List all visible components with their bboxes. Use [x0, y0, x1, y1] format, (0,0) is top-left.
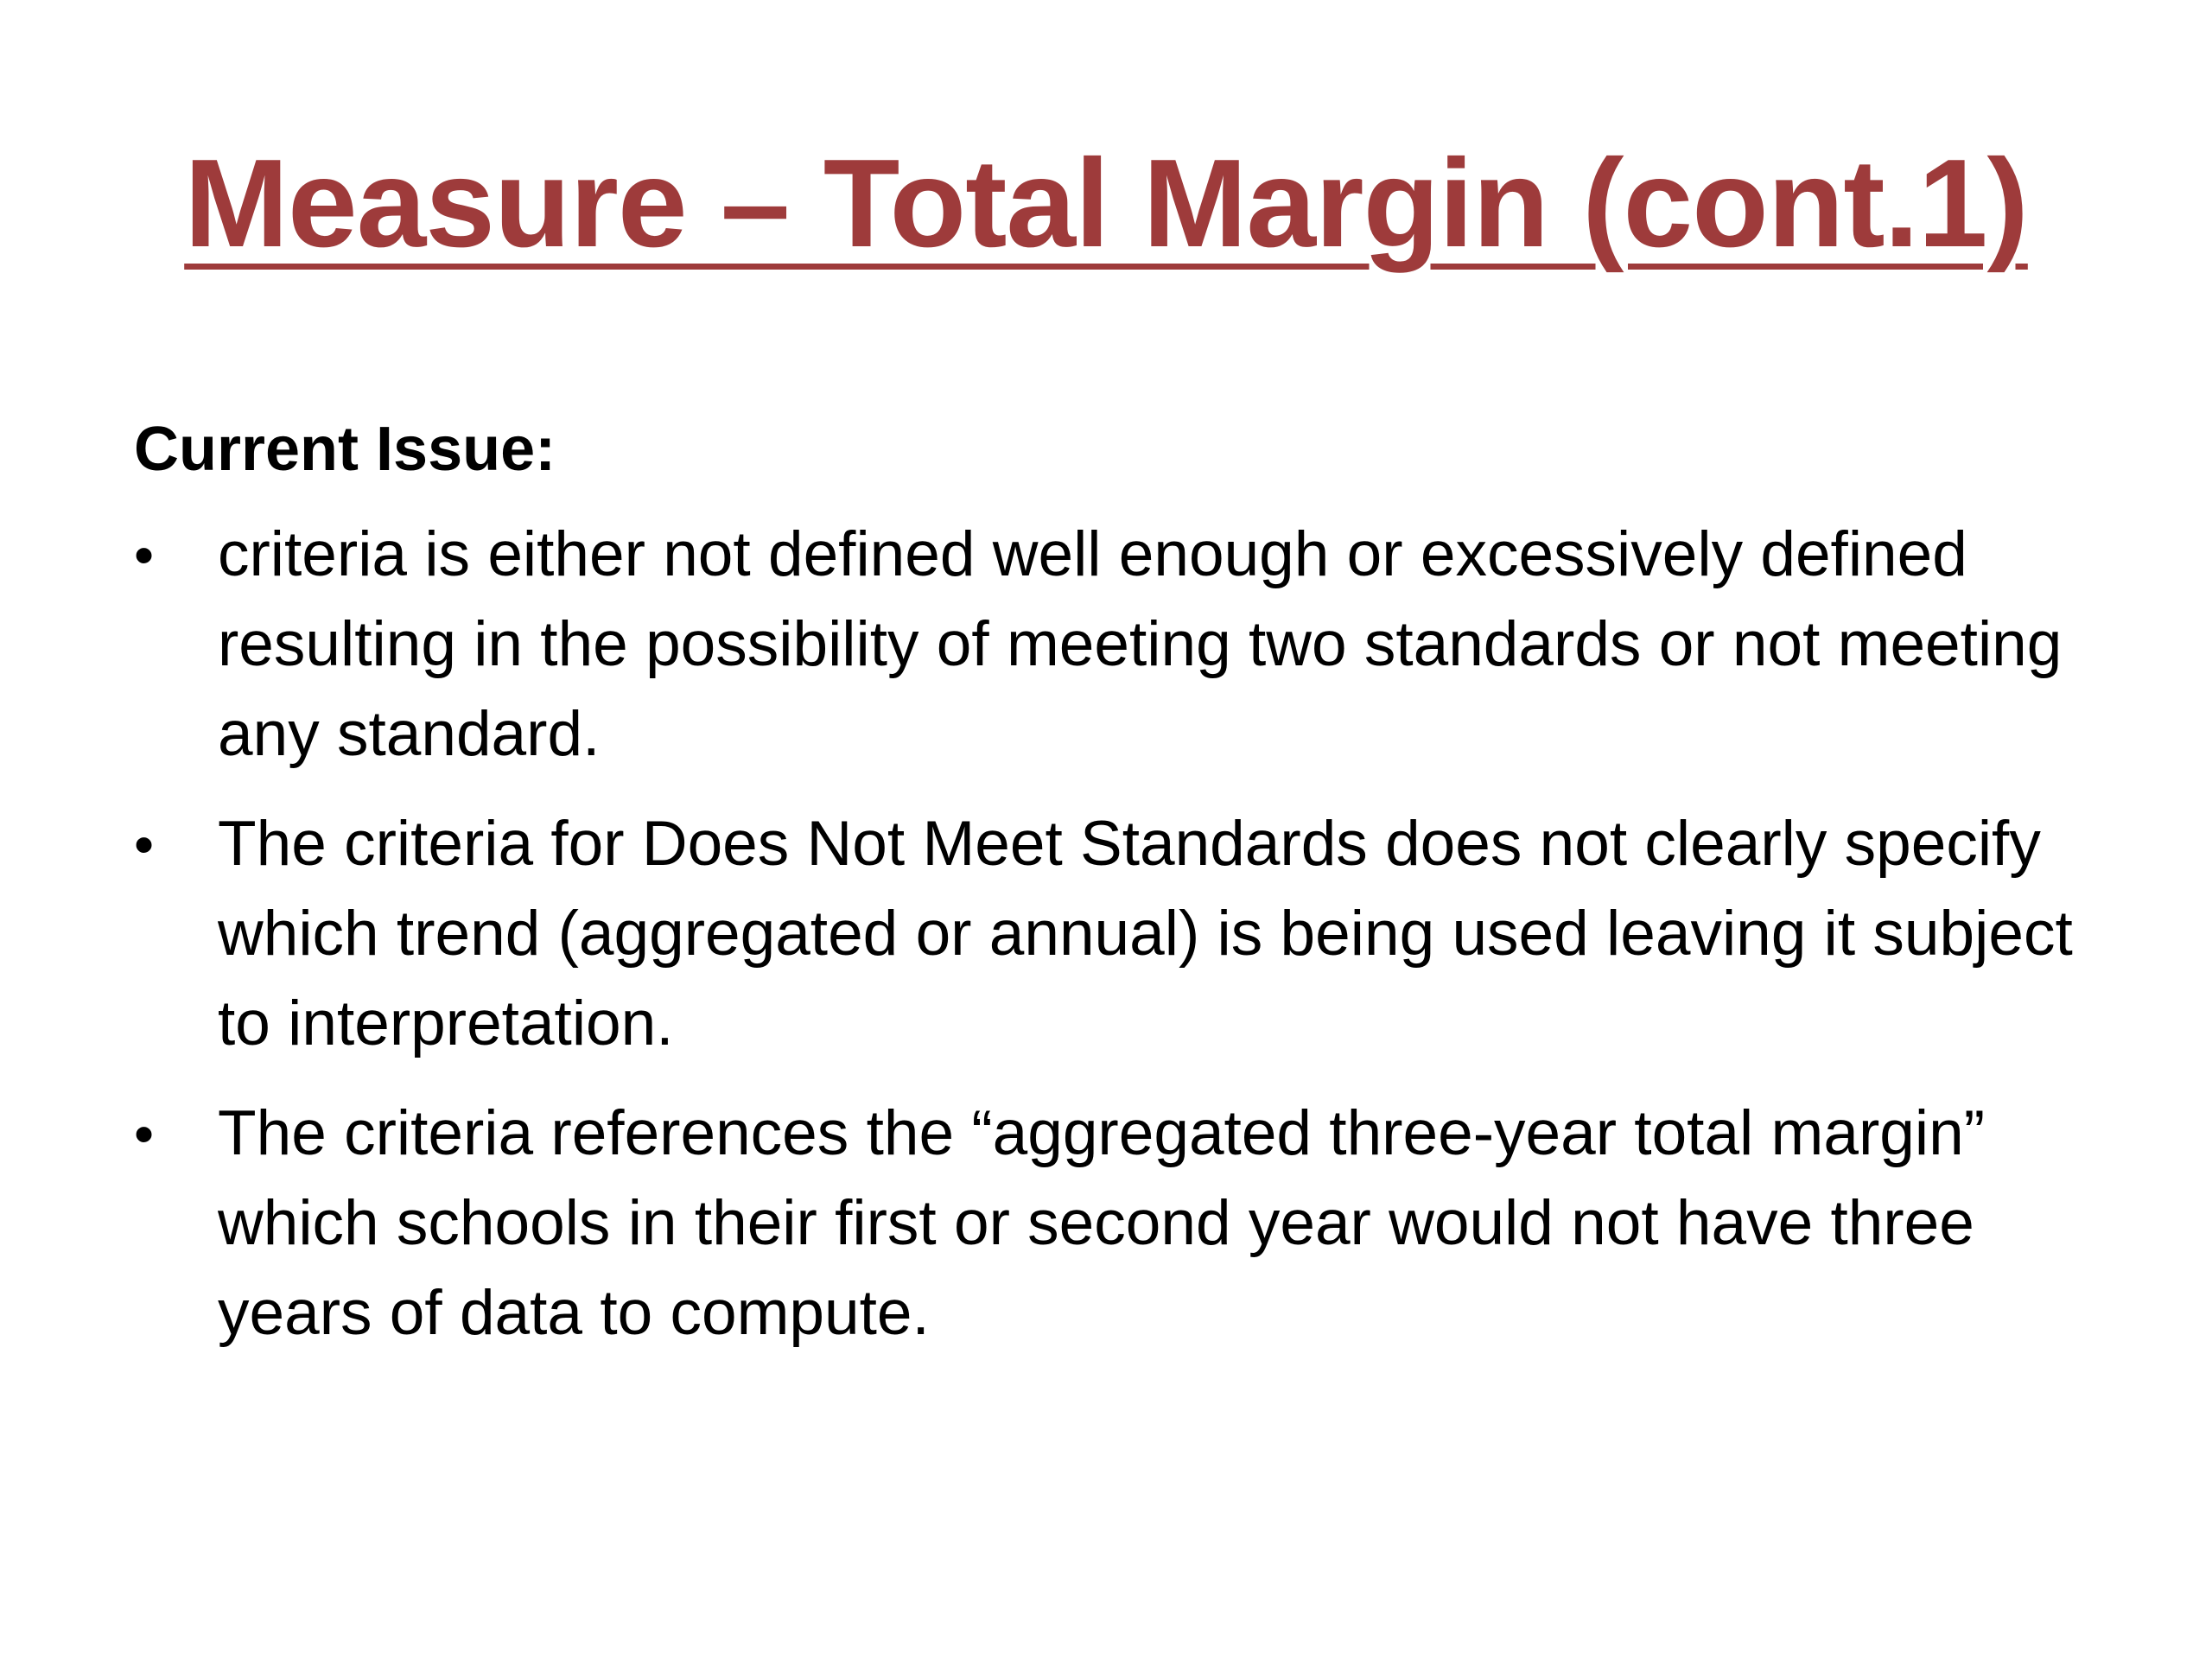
issue-text: The criteria references the “aggregated three-year total margin” which schools in their first or second year would not have three years of data to compute.	[218, 1098, 1985, 1348]
issue-item	[134, 510, 2113, 779]
bullet-icon: •	[134, 812, 155, 876]
bullet-icon: •	[134, 523, 155, 587]
section-heading: Current Issue:	[134, 415, 556, 484]
bullet-icon: •	[134, 1102, 155, 1166]
slide-title: Measure – Total Margin (cont.1)	[184, 133, 2028, 273]
issue-list	[134, 510, 2113, 1378]
issue-item	[134, 799, 2113, 1069]
issue-item	[134, 1089, 2113, 1358]
issue-text: The criteria for Does Not Meet Standards does not clearly specify which trend (aggregated or annual) is being used leaving it subject to interpretation.	[218, 809, 2073, 1058]
issue-text: criteria is either not defined well enough or excessively defined resulting in the possibility of meeting two standards or not meeting any standard.	[218, 519, 2063, 769]
